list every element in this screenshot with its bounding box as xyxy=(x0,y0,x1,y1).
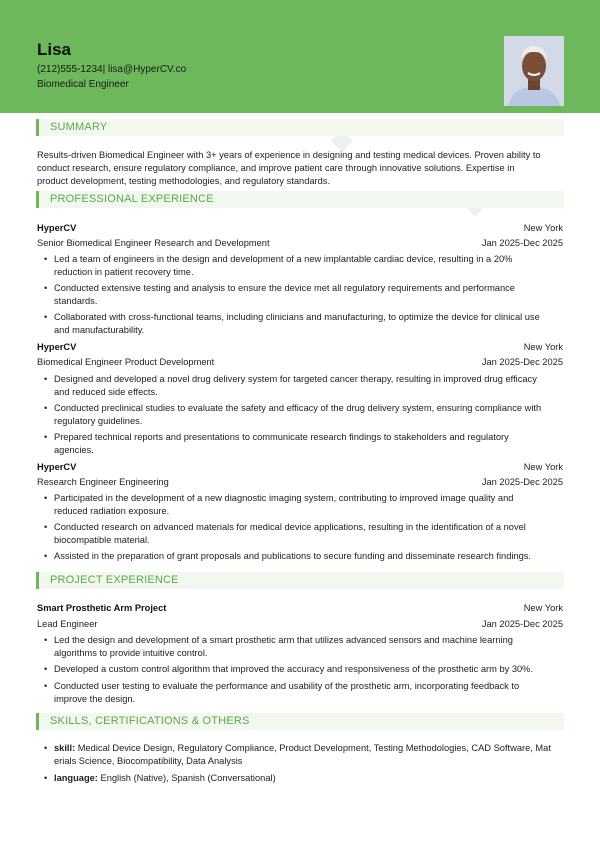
job-position: Research Engineer Engineering xyxy=(37,477,169,487)
job-location: New York xyxy=(523,223,563,233)
project-location: New York xyxy=(523,603,563,613)
section-title: SUMMARY xyxy=(50,121,108,133)
header-banner xyxy=(0,0,600,113)
contact-info: (212)555-1234| lisa@HyperCV.co xyxy=(37,64,187,75)
section-accent-bar xyxy=(36,572,39,589)
section-accent-bar xyxy=(36,713,39,730)
job-dates: Jan 2025-Dec 2025 xyxy=(481,477,563,487)
job-title: Biomedical Engineer xyxy=(37,79,129,90)
company-name: HyperCV xyxy=(37,223,77,233)
project-name: Smart Prosthetic Arm Project xyxy=(37,603,167,613)
job-dates: Jan 2025-Dec 2025 xyxy=(481,238,563,248)
summary-line: Results-driven Biomedical Engineer with 3+ years of experience in designing and testing medical devices. Proven ability to xyxy=(37,150,541,160)
section-title: PROJECT EXPERIENCE xyxy=(50,574,179,586)
section-experience xyxy=(36,191,564,208)
summary-line: product development, testing methodologies, and regulatory standards. xyxy=(37,176,331,186)
company-name: HyperCV xyxy=(37,342,77,352)
job-position: Senior Biomedical Engineer Research and Development xyxy=(37,238,270,248)
job-dates: Jan 2025-Dec 2025 xyxy=(481,357,563,367)
language-value: English (Native), Spanish (Conversational) xyxy=(97,773,276,783)
skills-value: Medical Device Design, Regulatory Compliance, Product Development, Testing Methodologies, CAD Software, Mat xyxy=(75,743,551,753)
language-label: language: xyxy=(54,773,98,783)
project-role: Lead Engineer xyxy=(37,619,98,629)
job-location: New York xyxy=(523,342,563,352)
job-location: New York xyxy=(523,462,563,472)
skills-label: skill: xyxy=(54,743,76,753)
job-position: Biomedical Engineer Product Development xyxy=(37,357,215,367)
section-projects xyxy=(36,572,564,589)
company-name: HyperCV xyxy=(37,462,77,472)
section-accent-bar xyxy=(36,119,39,136)
profile-photo xyxy=(504,36,564,106)
section-accent-bar xyxy=(36,191,39,208)
summary-line: conduct research, ensure regulatory compliance, and improve patient care through innovative solutions. Expertise in xyxy=(37,163,515,173)
section-title: SKILLS, CERTIFICATIONS & OTHERS xyxy=(50,715,250,727)
project-dates: Jan 2025-Dec 2025 xyxy=(481,619,563,629)
section-summary xyxy=(36,119,564,136)
section-title: PROFESSIONAL EXPERIENCE xyxy=(50,193,214,205)
section-skills xyxy=(36,713,564,730)
candidate-name: Lisa xyxy=(37,40,72,59)
